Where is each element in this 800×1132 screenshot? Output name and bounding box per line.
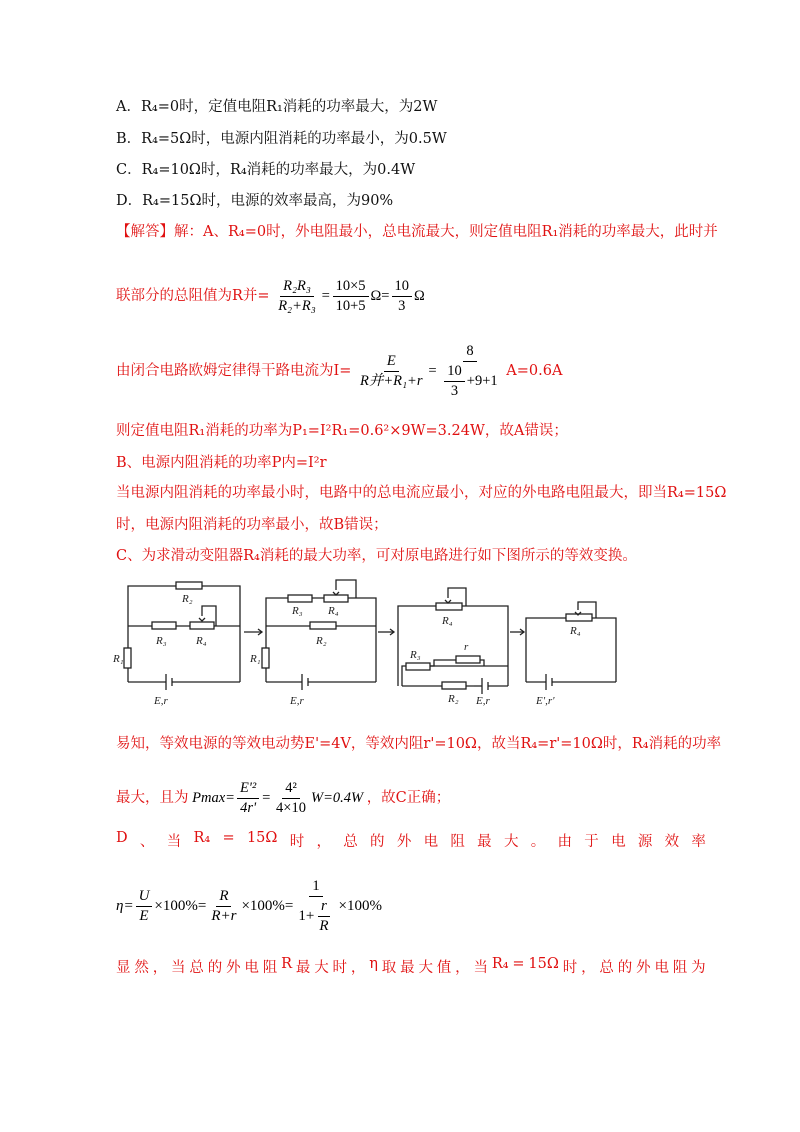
justified-word: 由 xyxy=(557,834,573,850)
justified-word: 大 xyxy=(314,960,329,976)
fraction-8-over: 8 $\frac{10}{3}$ +9+1 xyxy=(439,343,500,400)
justified-word: 最 xyxy=(295,960,311,976)
circuit-step-3 xyxy=(398,588,508,694)
option-d: D．R₄=15Ω时，电源的效率最高，为90% xyxy=(116,193,394,209)
justified-word: 外 xyxy=(636,960,651,976)
label-er-c2: E,r xyxy=(290,695,304,707)
label-er-prime-c4: E',r' xyxy=(536,695,555,707)
justified-word: 于 xyxy=(584,834,599,850)
option-b: B．R₄=5Ω时，电源内阻消耗的功率最小，为0.5W xyxy=(116,131,447,147)
justified-word: 时 xyxy=(332,960,348,976)
justified-word: 源 xyxy=(637,834,653,850)
efficiency-formula: η= $\frac{U}{E}$ ×100%= $\frac{R}{R+r}$ ×100%= 1 1+ $\frac{r}{R}$ ×100% xyxy=(116,878,382,934)
justified-word: 取 xyxy=(381,960,397,976)
justified-word: = xyxy=(222,830,235,846)
justified-word: 15Ω xyxy=(528,956,559,972)
justified-word: 时 xyxy=(562,960,578,976)
solution-b-line1: B、电源内阻消耗的功率P内=I²r xyxy=(116,455,327,471)
label-r2-c3: R₂ xyxy=(448,693,459,705)
justified-word: 率 xyxy=(691,834,706,850)
justified-word: 阻 xyxy=(672,960,688,976)
justified-word: 当 xyxy=(171,960,186,976)
justified-word: 大 xyxy=(503,834,519,850)
justified-word: R₄ xyxy=(491,956,509,972)
solution-c-line3: 最大，且为 Pmax= $\frac{\text{E'²}}{4r'}$ = $\frac{\text{4²}}{4\times 10}$ W=0.4W ，故C正确； xyxy=(116,780,451,817)
fraction-16-40: $\frac{\text{4²}}{4\times 10}$ xyxy=(276,780,306,817)
justified-word: = xyxy=(512,956,525,972)
justified-word: 时 xyxy=(289,834,305,850)
justified-word: 的 xyxy=(207,960,223,976)
equivalent-circuit-diagram xyxy=(112,574,622,714)
label-er-c1: E,r xyxy=(154,695,168,707)
fraction-10x5: $\frac{10\times 5}{10+5}$ xyxy=(333,278,369,315)
justified-word: 阻 xyxy=(262,960,278,976)
justified-word: 的 xyxy=(617,960,633,976)
label-r1-c2: R₁ xyxy=(250,653,261,665)
justified-word: R xyxy=(281,956,293,972)
solution-c-line2: 易知，等效电源的等效电动势E'=4V，等效内阻r'=10Ω，故当R₄=r'=10Ω时，R₄消耗的功率 xyxy=(116,736,722,752)
label-r3-c3: R₃ xyxy=(410,649,421,661)
label-r2-c1: R₂ xyxy=(182,593,193,605)
fraction-e2-4r: $\frac{\text{E'²}}{4r'}$ xyxy=(237,780,259,817)
label-r3-c1: R₃ xyxy=(156,635,167,647)
justified-word: 显 xyxy=(116,960,131,976)
label-r4-c3: R₄ xyxy=(442,615,453,627)
label-r2-c2: R₂ xyxy=(316,635,327,647)
justified-word: η xyxy=(369,956,378,972)
justified-word: 为 xyxy=(691,960,706,976)
fraction-r2r3: $\frac{\text{R₂R₃}}{\text{R₂+R₃}}$ xyxy=(278,278,316,315)
justified-word: 电 xyxy=(654,960,669,976)
justified-word: 阻 xyxy=(450,834,465,850)
justified-word: 、 xyxy=(139,834,155,850)
solution-d-line3 xyxy=(116,956,706,977)
justified-word: ， xyxy=(581,960,596,976)
label-r1-c1: R₁ xyxy=(113,653,124,665)
solution-a-line3: 由闭合电路欧姆定律得干路电流为I= $\frac{E}{\text{R并+R₁+r}}$ = 8 $\frac{10}{3}$ +9+1 A=0.6A xyxy=(116,343,563,399)
justified-word: 当 xyxy=(166,834,182,850)
justified-word: ， xyxy=(455,960,470,976)
justified-word: 总 xyxy=(599,960,614,976)
fraction-e-over-r: $\frac{E}{\text{R并+R₁+r}}$ xyxy=(360,353,423,389)
label-r4-c2: R₄ xyxy=(328,605,339,617)
option-a: A．R₄=0时，定值电阻R₁消耗的功率最大，为2W xyxy=(116,99,438,115)
circuit-step-4 xyxy=(526,602,616,690)
justified-word: ， xyxy=(350,960,366,976)
solution-a-line4: 则定值电阻R₁消耗的功率为P₁=I²R₁=0.6²×9W=3.24W，故A错误； xyxy=(116,423,568,439)
solution-a-line2: 联部分的总阻值为R并= $\frac{\text{R₂R₃}}{\text{R₂+R₃}}$ = $\frac{10\times 5}{10+5}$ Ω= $\frac{10}{3}$ Ω xyxy=(116,278,425,315)
justified-word: 15Ω xyxy=(246,830,278,846)
justified-word: 值 xyxy=(436,960,452,976)
label-er-c3: E,r xyxy=(476,695,490,707)
justified-word: D xyxy=(116,830,128,846)
justified-word: 然 xyxy=(134,960,149,976)
solution-tag: 【解答】 xyxy=(116,224,174,240)
justified-word: 总 xyxy=(189,960,204,976)
justified-word: 效 xyxy=(664,834,680,850)
justified-word: 。 xyxy=(530,834,546,850)
justified-word: 的 xyxy=(370,834,385,850)
justified-word: ， xyxy=(316,834,331,850)
justified-word: R₄ xyxy=(193,830,211,846)
solution-b-line3: 时，电源内阻消耗的功率最小，故B错误； xyxy=(116,517,388,533)
label-r3-c2: R₃ xyxy=(292,605,303,617)
justified-word: 外 xyxy=(226,960,241,976)
solution-d-line1 xyxy=(116,830,706,851)
label-r4-c4: R₄ xyxy=(570,625,581,637)
solution-c-line1: C、为求滑动变阻器R₄消耗的最大功率，可对原电路进行如下图所示的等效变换。 xyxy=(116,548,637,564)
solution-b-line2: 当电源内阻消耗的功率最小时，电路中的总电流应最小，对应的外电路电阻最大，即当R₄=15Ω xyxy=(116,485,727,501)
label-r4-c1: R₄ xyxy=(196,635,207,647)
justified-word: 大 xyxy=(418,960,433,976)
justified-word: 最 xyxy=(477,834,492,850)
justified-word: 当 xyxy=(473,960,488,976)
justified-word: 电 xyxy=(423,834,439,850)
fraction-10-3: $\frac{10}{3}$ xyxy=(392,278,413,315)
justified-word: 总 xyxy=(343,834,358,850)
justified-word: 电 xyxy=(611,834,626,850)
justified-word: 最 xyxy=(400,960,415,976)
solution-a-line1: 【解答】解：A、R₄=0时，外电阻最小，总电流最大，则定值电阻R₁消耗的功率最大，此时并 xyxy=(116,224,718,240)
justified-word: ， xyxy=(152,960,168,976)
justified-word: 外 xyxy=(396,834,412,850)
option-c: C．R₄=10Ω时，R₄消耗的功率最大，为0.4W xyxy=(116,162,416,178)
label-r-c3: r xyxy=(464,641,469,653)
justified-word: 电 xyxy=(244,960,259,976)
